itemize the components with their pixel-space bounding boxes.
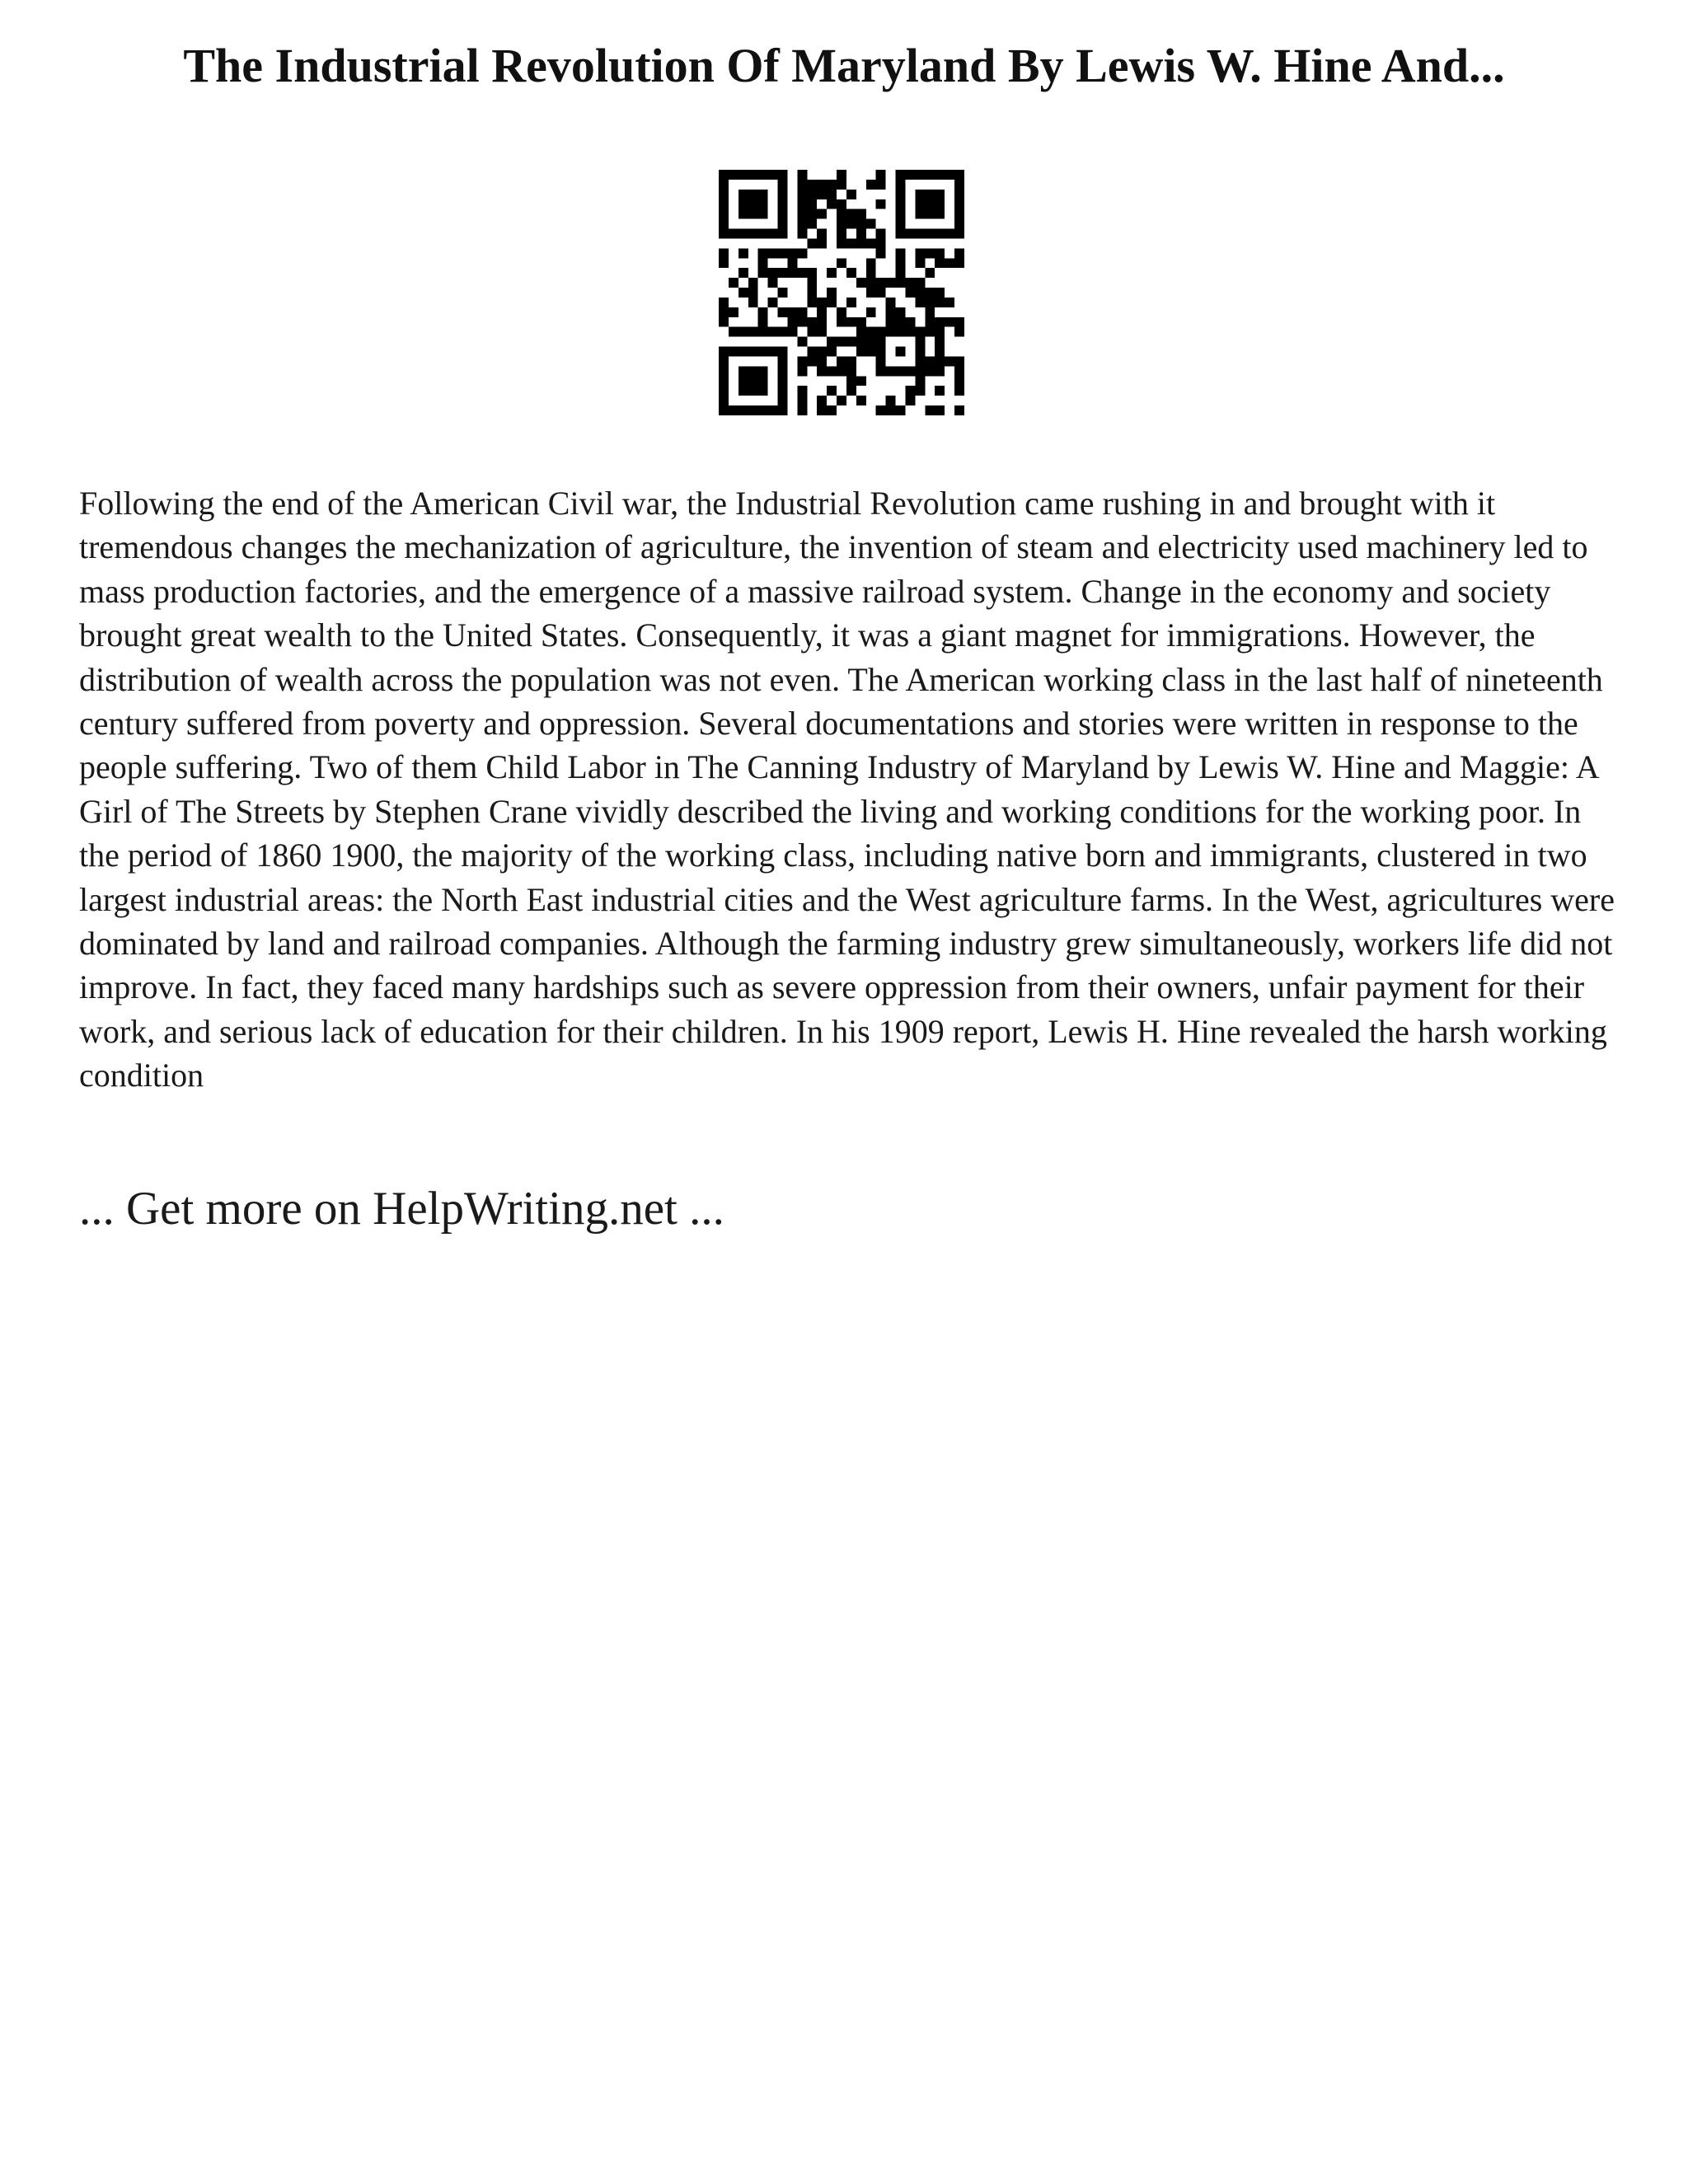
page-title: The Industrial Revolution Of Maryland By Lewis W. Hine And... xyxy=(183,39,1505,92)
qr-code-image xyxy=(719,170,964,415)
qr-code-icon xyxy=(719,170,964,415)
get-more-link[interactable]: ... Get more on HelpWriting.net ... xyxy=(79,1183,724,1235)
body-paragraph: Following the end of the American Civil war, the Industrial Revolution came rushing in and brought with it tremendous changes the mechanization of agriculture, the invention of steam and electricity used machinery led to mass production factories, and the emergence of a massive railroad system. Change in the economy and society brought great wealth to the United States. Consequently, it was a giant magnet for immigrations. However, the distribution of wealth across the population was not even. The American working class in the last half of nineteenth century suffered from poverty and oppression. Several documentations and stories were written in response to the people suffering. Two of them Child Labor in The Canning Industry of Maryland by Lewis W. Hine and Maggie: A Girl of The Streets by Stephen Crane vividly described the living and working conditions for the working poor. In the period of 1860 1900, the majority of the working class, including native born and immigrants, clustered in two largest industrial areas: the North East industrial cities and the West agriculture farms. In the West, agricultures were dominated by land and railroad companies. Although the farming industry grew simultaneously, workers life did not improve. In fact, they faced many hardships such as severe oppression from their owners, unfair payment for their work, and serious lack of education for their children. In his 1909 report, Lewis H. Hine revealed the harsh working condition xyxy=(79,485,1615,1094)
